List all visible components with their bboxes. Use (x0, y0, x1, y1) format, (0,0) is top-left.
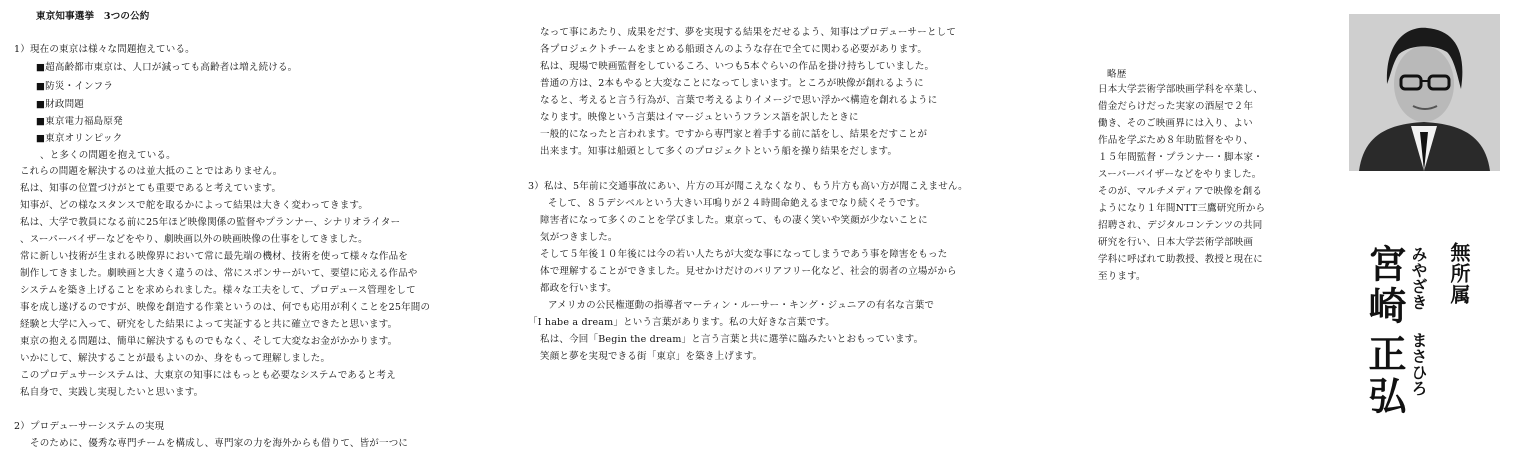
text-line: 1）現在の東京は様々な問題抱えている。 (14, 44, 195, 55)
text-line: 借金だらけだった実家の酒屋で２年 (1098, 101, 1254, 112)
text-line: これらの問題を解決するのは並大抵のことではありません。 (20, 166, 283, 177)
text-line: ■財政問題 (36, 99, 84, 110)
text-line: 出来ます。知事は船頭として多くのプロジェクトという船を操り結果をだします。 (540, 146, 898, 157)
text-line: 経験と大学に入って、研究をした結果によって実証すると共に確立できたと思います。 (20, 319, 398, 330)
text-line: 都政を行います。 (540, 283, 617, 294)
text-line: 「I habe a dream」という言葉があります。私の大好きな言葉です。 (528, 317, 835, 328)
text-line: 制作してきました。劇映画と大きく違うのは、常にスポンサーがいて、要望に応える作品や (20, 268, 418, 279)
text-line: 障害者になって多くのことを学びました。東京って、もの凄く笑いや笑顔が少ないことに (540, 215, 928, 226)
text-line: 東京知事選挙 3つの公約 (36, 11, 150, 22)
text-line: ■東京オリンピック (36, 133, 123, 144)
text-line: スーパーバイザーなどをやりました。 (1098, 169, 1262, 180)
text-line: 私は、現場で映画監督をしているころ、いつも5本ぐらいの作品を掛け持ちしていました。 (540, 61, 935, 72)
bio-heading: 略歴 (1107, 69, 1127, 80)
text-line: 招聘され、デジタルコンテンツの共同 (1098, 220, 1263, 231)
text-line: 研究を行い、日本大学芸術学部映画 (1098, 237, 1254, 248)
text-line: そして、８５デシベルという大きい耳鳴りが２４時間命絶えるまでなり続くそうです。 (548, 198, 926, 209)
text-line: 日本大学芸術学部映画学科を卒業し、 (1098, 84, 1263, 95)
candidate-given-name-kana: まさひろ (1409, 332, 1428, 396)
text-line: 一般的になったと言われます。ですから専門家と着手する前に話をし、結果をだすことが (540, 129, 928, 140)
text-line: なって事にあたり、成果をだす、夢を実現する結果をだせるよう、知事はプロデューサーとして (540, 27, 957, 38)
text-line: ■防災・インフラ (36, 81, 114, 92)
text-line: そして５年後１０年後には今の若い人たちが大変な事になってしまうであう事を障害をもった (540, 249, 948, 260)
text-line: システムを築き上げることを求められました。様々な工夫をして、プロデュース管理をして (20, 285, 416, 296)
candidate-photo (1349, 14, 1500, 171)
text-line: ようになり１年間NTT三鷹研究所から (1098, 203, 1266, 214)
text-line: 私自身で、実践し実現したいと思います。 (20, 387, 204, 398)
text-line: いかにして、解決することが最もよいのか、身をもって理解しました。 (20, 353, 331, 364)
candidate-given-name: 正弘 (1362, 334, 1406, 418)
text-line: なると、考えると言う行為が、言葉で考えるよりイメージで思い浮かべ構造を創れるように (540, 95, 938, 106)
text-line: 、と多くの問題を抱えている。 (40, 150, 176, 161)
candidate-surname: 宮崎 (1362, 244, 1406, 328)
text-line: 体で理解することができました。見せかけだけのバリアフリー化など、社会的弱者の立場がから (540, 266, 957, 277)
text-line: 2）プロデューサーシステムの実現 (14, 421, 165, 432)
text-line: 働き、そのご映画界には入り、よい (1098, 118, 1253, 129)
text-line: 学科に呼ばれて助教授、教授と現在に (1098, 254, 1263, 265)
text-line: アメリカの公民権運動の指導者マーティン・ルーサー・キング・ジュニアの有名な言葉で (548, 300, 935, 311)
text-line: 私は、大学で教員になる前に25年ほど映像関係の監督やプランナー、シナリオライター (20, 217, 401, 228)
text-line: 3）私は、5年前に交通事故にあい、片方の耳が聞こえなくなり、もう片方も高い方が聞こえません。 (528, 181, 968, 192)
text-line: 知事が、どの様なスタンスで舵を取るかによって結果は大きく変わってきます。 (20, 200, 369, 211)
text-line: 至ります。 (1098, 271, 1146, 282)
text-line: そのが、マルチメディアで映像を創る (1098, 186, 1263, 197)
text-line: 私は、知事の位置づけがとても重要であると考えています。 (20, 183, 282, 194)
text-line: 作品を学ぶため８年助監督をやり、 (1098, 135, 1254, 146)
text-line: 普通の方は、2本もやると大変なことになってしまいます。ところが映像が創れるように (540, 78, 924, 89)
text-line: なります。映像という言葉はイマージュというフランス語を訳したときに (540, 112, 859, 123)
text-line: ■東京電力福島原発 (36, 116, 123, 127)
text-line: 各プロジェクトチームをまとめる船頭さんのような存在で全てに関わる必要があります。 (540, 44, 928, 55)
text-line: そのために、優秀な専門チームを構成し、専門家の力を海外からも借りて、皆が一つに (30, 438, 409, 449)
text-line: ■超高齢都市東京は、人口が減っても高齢者は増え続ける。 (36, 62, 298, 73)
text-line: 、スーパーバイザーなどをやり、劇映画以外の映画映像の仕事をしてきました。 (20, 234, 368, 245)
text-line: 東京の抱える問題は、簡単に解決するものでもなく、そして大変なお金がかかります。 (20, 336, 398, 347)
text-line: 事を成し遂げるのですが、映像を創造する作業というのは、何でも応用が利くことを25年間の (20, 302, 431, 313)
text-line: 笑顔と夢を実現できる街「東京」を築き上げます。 (540, 351, 763, 362)
text-line: １５年間監督・プランナー・脚本家・ (1098, 152, 1263, 163)
text-line: このプロデュサーシステムは、大東京の知事にはもっとも必要なシステムであると考え (20, 370, 396, 381)
affiliation-label: 無所属 (1447, 242, 1471, 305)
text-line: 私は、今回「Begin the dream」と言う言葉と共に選挙に臨みたいとおもっています。 (540, 334, 924, 345)
text-line: 気がつきました。 (540, 232, 618, 243)
text-line: 常に新しい技術が生まれる映像界において常に最先端の機材、技術を使って様々な作品を (20, 251, 409, 262)
candidate-surname-kana: みやざき (1409, 246, 1428, 310)
